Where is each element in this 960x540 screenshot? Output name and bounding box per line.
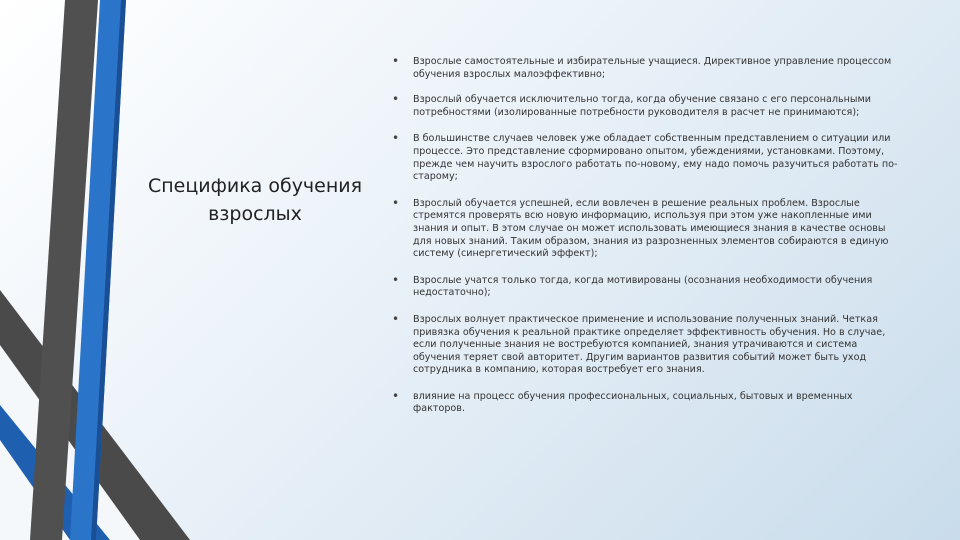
slide-title: Специфика обучения взрослых [147, 175, 363, 225]
bullet-icon: • [392, 388, 400, 403]
bullet-item [392, 56, 904, 81]
bullet-text: Взрослый обучается исключительно тогда, когда обучение связано с его персональными потребностями (изолированные потребности руководителя в расчет не принимаются); [413, 94, 871, 118]
bullet-list [392, 56, 904, 416]
bullet-item [392, 388, 904, 416]
bullet-text: Взрослые самостоятельные и избирательные учащиеся. Директивное управление процессом обучения взрослых малоэффективно; [413, 56, 892, 80]
bullet-icon: • [392, 54, 400, 68]
bullet-icon: • [392, 131, 400, 146]
bullet-icon: • [392, 92, 400, 107]
bullet-icon: • [392, 195, 400, 210]
bullet-text: В большинстве случаев человек уже обладает собственным представлением о ситуации или процессе. Это представление сформировано опытом, убеждениями, установками. Поэтому, прежде чем научить взрослого работать по-новому, ему надо помочь разучиться работать по-старому; [413, 133, 898, 183]
bullet-item [392, 272, 904, 300]
bullet-item [392, 195, 904, 261]
bullet-text: влияние на процесс обучения профессиональных, социальных, бытовых и временных факторов. [413, 390, 853, 415]
bullet-item [392, 94, 904, 119]
bullet-icon: • [392, 272, 400, 287]
bullet-text: Взрослых волнует практическое применение и использование полученных знаний. Четкая привязка обучения к реальной практике определяет эффективность обучения. Но в случае, если полученные знания не востребуются компанией, знания утрачиваются и система обучения теряет свой авторитет. Другим вариантов развития событий может быть уход сотрудника в компанию, которая востребует его знания. [413, 313, 886, 376]
bullet-item [392, 311, 904, 377]
bullet-text: Взрослые учатся только тогда, когда мотивированы (осознания необходимости обучения недостаточно); [413, 274, 873, 299]
bullet-text: Взрослый обучается успешней, если вовлечен в решение реальных проблем. Взрослые стремятся проверять всю новую информацию, используя при этом уже накопленные ими знания и опыт. В этом случае он может использовать имеющиеся знания в качестве основы для новых знаний. Таким образом, знания из разрозненных элементов собираются в единую систему (синергетический эффект); [413, 197, 889, 260]
bullet-icon: • [392, 311, 400, 326]
bullet-item [392, 133, 904, 183]
